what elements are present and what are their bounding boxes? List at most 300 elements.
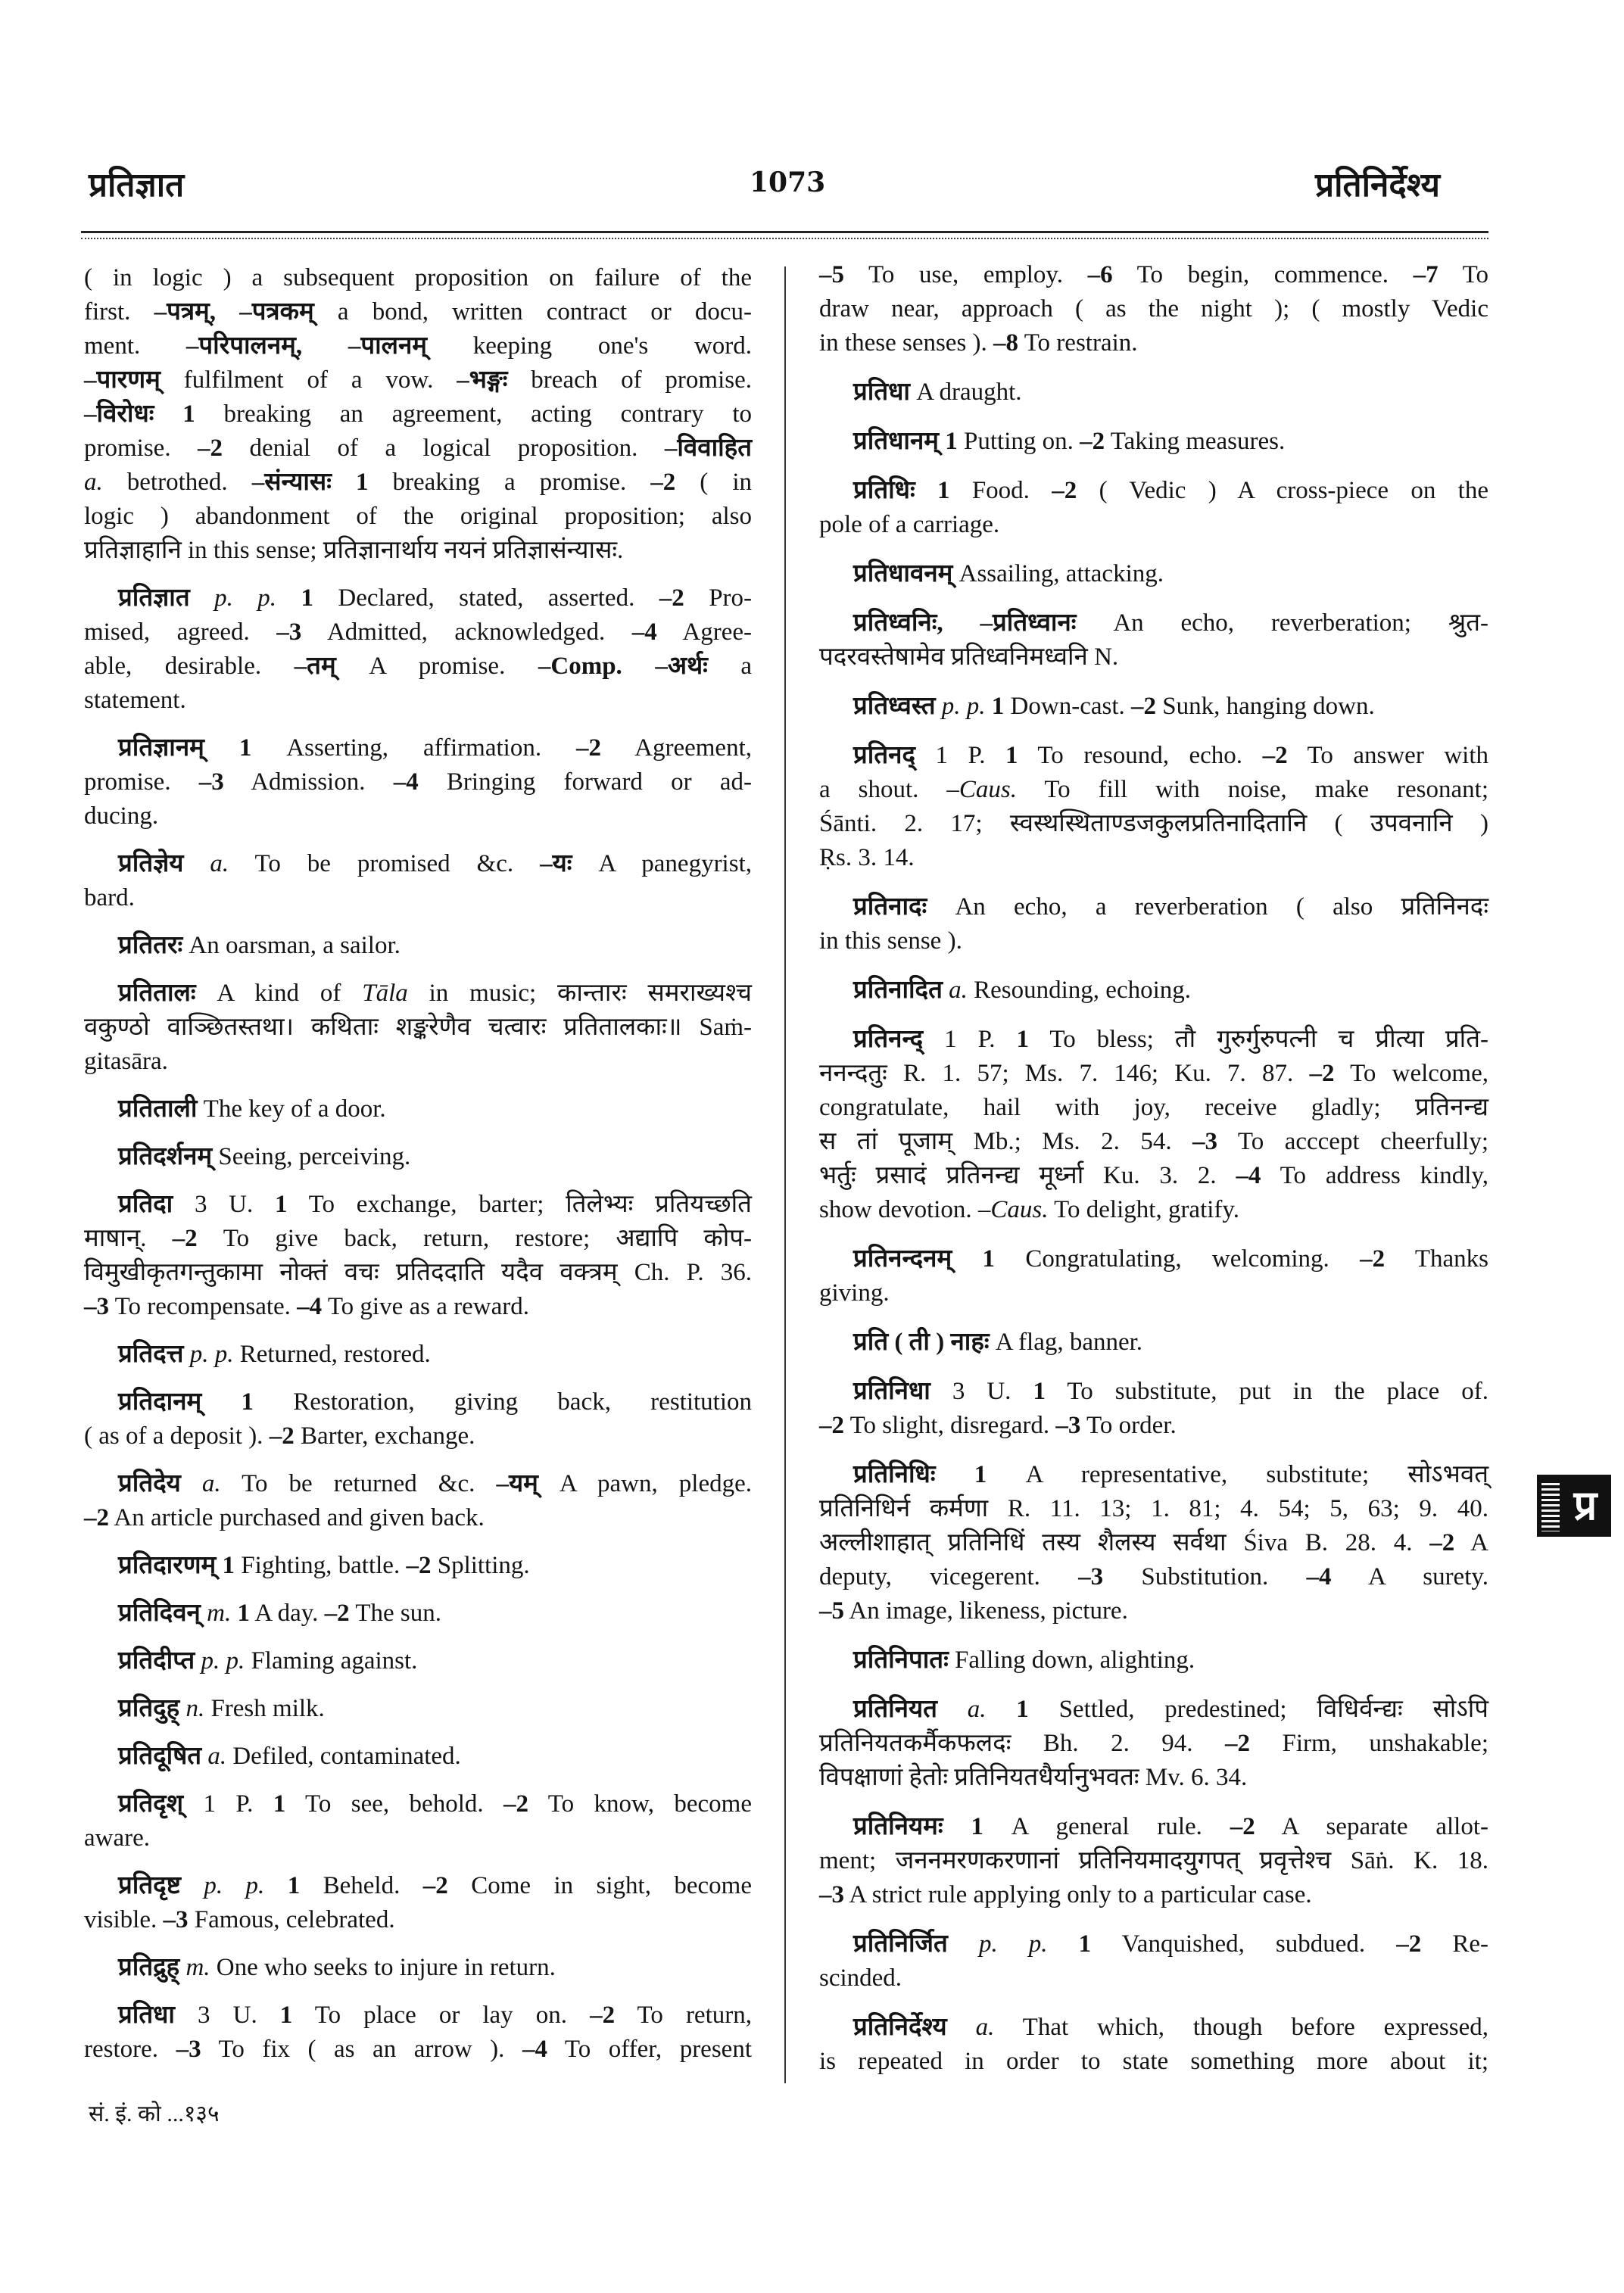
entry-line bbox=[84, 261, 752, 295]
plain-text: Famous, celebrated. bbox=[188, 1906, 395, 1933]
entry-line bbox=[84, 2033, 752, 2067]
left-column bbox=[84, 261, 752, 2067]
dictionary-entry bbox=[84, 1549, 752, 1583]
plain-text: To give as a reward. bbox=[322, 1293, 529, 1320]
plain-text: visible. bbox=[84, 1906, 164, 1933]
bold-text: –Comp. bbox=[538, 653, 622, 680]
thumb-tab-stripes bbox=[1541, 1480, 1560, 1531]
entry-continuation bbox=[84, 261, 752, 568]
entry-line bbox=[819, 508, 1488, 542]
plain-text bbox=[948, 1930, 979, 1958]
plain-text: in music; कान्तारः समराख्यश्च bbox=[407, 980, 753, 1007]
entry-line bbox=[84, 1903, 752, 1937]
entry-line bbox=[819, 974, 1488, 1008]
bold-text: 1 bbox=[1005, 742, 1018, 769]
plain-text: Settled, predestined; विधिर्वन्द्यः सोऽपि bbox=[1028, 1696, 1489, 1723]
plain-text: The sun. bbox=[349, 1600, 441, 1627]
entry-line bbox=[819, 1276, 1488, 1310]
plain-text: in this sense ). bbox=[819, 927, 962, 955]
plain-text: विमुखीकृतगन्तुकामा नोक्तं वचः प्रतिददाति यदैव वक्त्रम् Ch. P. 36. bbox=[84, 1259, 752, 1286]
italic-text: Tāla bbox=[362, 980, 408, 1007]
entry-line bbox=[819, 1643, 1488, 1678]
plain-text: ( as of a deposit ). bbox=[84, 1422, 270, 1450]
plain-text: Flaming against. bbox=[245, 1647, 418, 1675]
plain-text: Splitting. bbox=[431, 1552, 530, 1579]
headword: प्रतिज्ञानम् bbox=[118, 734, 204, 762]
entry-line bbox=[819, 1057, 1488, 1091]
entry-line bbox=[84, 1821, 752, 1855]
plain-text bbox=[952, 1245, 982, 1273]
bold-text: –2 bbox=[503, 1790, 529, 1818]
entry-line bbox=[84, 650, 752, 684]
plain-text: To fix ( as an arrow ). bbox=[201, 2036, 522, 2063]
entry-line bbox=[84, 1644, 752, 1678]
dictionary-entry bbox=[819, 890, 1488, 958]
dictionary-entry bbox=[819, 1643, 1488, 1678]
dictionary-entry bbox=[84, 1338, 752, 1372]
plain-text: breaking a promise. bbox=[368, 469, 651, 496]
bold-text: 1 bbox=[238, 734, 252, 762]
entry-line bbox=[84, 1222, 752, 1256]
bold-text: 1 bbox=[279, 2002, 293, 2029]
entry-line bbox=[819, 1560, 1488, 1594]
headword: प्रतिनिधा bbox=[853, 1378, 930, 1405]
plain-text: Assailing, attacking. bbox=[952, 560, 1164, 587]
header-rule bbox=[81, 231, 1488, 233]
plain-text: draw near, approach ( as the night ); ( mostly Vedic bbox=[819, 295, 1488, 322]
plain-text: a bond, written contract or docu- bbox=[313, 298, 752, 326]
plain-text: To resound, echo. bbox=[1018, 742, 1263, 769]
plain-text: पदरवस्तेषामेव प्रतिध्वनिमध्वनि N. bbox=[819, 643, 1119, 671]
plain-text: Re- bbox=[1421, 1930, 1489, 1958]
headword: प्रतिदृष्ट bbox=[118, 1872, 181, 1899]
bold-text: –2 bbox=[659, 584, 684, 612]
dictionary-entry bbox=[84, 1140, 752, 1174]
entry-line bbox=[819, 1810, 1488, 1844]
plain-text: a shout. bbox=[819, 776, 947, 803]
plain-text: 3 U. bbox=[173, 1191, 275, 1218]
plain-text: A separate allot- bbox=[1255, 1813, 1488, 1840]
bold-text: –4 bbox=[631, 618, 657, 646]
headword: प्रतिदानम् bbox=[118, 1388, 202, 1416]
plain-text: Vanquished, subdued. bbox=[1091, 1930, 1397, 1958]
entry-line bbox=[819, 1159, 1488, 1193]
bold-text: –4 bbox=[1306, 1563, 1332, 1590]
plain-text: To recompensate. bbox=[109, 1293, 298, 1320]
plain-text: Falling down, alighting. bbox=[948, 1647, 1195, 1674]
plain-text: aware. bbox=[84, 1824, 151, 1852]
plain-text: A pawn, pledge. bbox=[538, 1470, 752, 1497]
plain-text: Substitution. bbox=[1103, 1563, 1307, 1590]
entry-line bbox=[84, 1869, 752, 1903]
plain-text: restore. bbox=[84, 2036, 176, 2063]
entry-line bbox=[84, 765, 752, 799]
plain-text: To bbox=[1438, 261, 1489, 288]
plain-text: To fill with noise, make resonant; bbox=[1016, 776, 1488, 803]
plain-text bbox=[183, 850, 210, 877]
dictionary-entry bbox=[84, 977, 752, 1079]
entry-line bbox=[84, 1419, 752, 1453]
dictionary-entry bbox=[84, 1740, 752, 1774]
right-guide-word: प्रतिनिर्देश्य bbox=[1315, 167, 1440, 204]
entry-line bbox=[84, 581, 752, 615]
bold-text: 1 bbox=[991, 693, 1005, 720]
headword: प्रतिधा bbox=[853, 379, 910, 406]
headword: प्रतिदारणम् bbox=[118, 1552, 217, 1579]
headword: प्रतिध्वनिः, –प्रतिध्वानः bbox=[853, 609, 1077, 637]
plain-text bbox=[1048, 1930, 1079, 1958]
dictionary-entry bbox=[819, 606, 1488, 675]
entry-line bbox=[84, 431, 752, 466]
headword: प्रतिदुह् bbox=[118, 1695, 180, 1722]
entry-line bbox=[84, 1501, 752, 1535]
dictionary-entry bbox=[84, 929, 752, 963]
bold-text: –परिपालनम्, –पालनम् bbox=[185, 332, 428, 360]
plain-text: Thanks bbox=[1385, 1245, 1488, 1273]
plain-text: scinded. bbox=[819, 1964, 902, 1992]
plain-text: A flag, banner. bbox=[989, 1329, 1143, 1356]
entry-line bbox=[84, 1692, 752, 1726]
column-divider bbox=[784, 266, 786, 2083]
bold-text: –भङ्गः bbox=[457, 366, 508, 394]
headword: प्रतिध्वस्त bbox=[853, 693, 936, 720]
plain-text: To return, bbox=[615, 2002, 752, 2029]
plain-text: congratulate, hail with joy, receive gladly; प्रतिनन्द्य bbox=[819, 1094, 1488, 1121]
bold-text: –3 bbox=[1078, 1563, 1104, 1590]
entry-line bbox=[84, 684, 752, 718]
entry-line bbox=[819, 474, 1488, 508]
headword: प्रतितालः bbox=[118, 980, 196, 1007]
plain-text bbox=[943, 1813, 971, 1840]
plain-text: Agreement, bbox=[601, 734, 752, 762]
headword: प्रतिनिर्देश्य bbox=[853, 2014, 947, 2041]
plain-text bbox=[986, 693, 992, 720]
bold-text: 1 bbox=[222, 1552, 235, 1579]
dictionary-entry bbox=[819, 739, 1488, 875]
plain-text bbox=[622, 653, 656, 680]
entry-line bbox=[84, 1740, 752, 1774]
entry-line bbox=[819, 1409, 1488, 1443]
bold-text: –विवाहित bbox=[664, 435, 752, 462]
plain-text: A general rule. bbox=[983, 1813, 1230, 1840]
italic-text: a. bbox=[975, 2014, 995, 2041]
plain-text: gitasāra. bbox=[84, 1048, 168, 1075]
headword: प्रतिदृश् bbox=[118, 1790, 184, 1818]
entry-line bbox=[819, 425, 1488, 459]
dictionary-entry bbox=[819, 557, 1488, 591]
entry-line bbox=[84, 295, 752, 329]
plain-text: A panegyrist, bbox=[572, 850, 752, 877]
bold-text: –2 bbox=[198, 435, 223, 462]
dictionary-entry bbox=[84, 847, 752, 915]
plain-text: statement. bbox=[84, 687, 186, 714]
plain-text: A day. bbox=[249, 1600, 325, 1627]
plain-text: A surety. bbox=[1331, 1563, 1488, 1590]
entry-line bbox=[819, 1492, 1488, 1526]
headword: प्रतिताली bbox=[118, 1095, 198, 1123]
headword: प्रतिनादित bbox=[853, 977, 943, 1004]
bold-text: –4 bbox=[393, 768, 419, 796]
dictionary-entry bbox=[84, 1597, 752, 1631]
plain-text: 1 P. bbox=[183, 1790, 273, 1818]
right-column bbox=[819, 258, 1488, 2079]
headword: प्रतिनिर्जित bbox=[853, 1930, 948, 1958]
headword: प्रतितरः bbox=[118, 932, 183, 959]
bold-text: –संन्यासः 1 bbox=[251, 469, 369, 496]
dictionary-entry bbox=[819, 425, 1488, 459]
headword: प्रतिनन्दनम् bbox=[853, 1245, 952, 1273]
bold-text: –4 bbox=[522, 2036, 547, 2063]
bold-text: –2 bbox=[1396, 1930, 1422, 1958]
entry-line bbox=[84, 799, 752, 833]
entry-line bbox=[84, 1385, 752, 1419]
plain-text: Declared, stated, asserted. bbox=[313, 584, 659, 612]
bold-text: 1 bbox=[974, 1461, 987, 1488]
plain-text: promise. bbox=[84, 435, 198, 462]
plain-text: is repeated in order to state something more about it; bbox=[819, 2048, 1488, 2075]
plain-text: Congratulating, welcoming. bbox=[995, 1245, 1361, 1273]
dictionary-entry bbox=[84, 1467, 752, 1535]
entry-line bbox=[84, 977, 752, 1011]
italic-text: p. p. bbox=[978, 1930, 1048, 1958]
headword: प्रतिनियत bbox=[853, 1696, 937, 1723]
dictionary-entry bbox=[84, 1692, 752, 1726]
bold-text: –2 bbox=[1360, 1245, 1386, 1273]
plain-text: first. bbox=[84, 298, 154, 326]
plain-text bbox=[943, 977, 949, 1004]
plain-text: प्रतिनिधिर्न कर्मणा R. 11. 13; 1. 81; 4. 54; 5, 63; 9. 40. bbox=[819, 1495, 1488, 1522]
entry-line bbox=[819, 292, 1488, 326]
plain-text bbox=[204, 734, 239, 762]
plain-text: The key of a door. bbox=[197, 1095, 386, 1123]
bold-text: –8 bbox=[993, 329, 1019, 357]
plain-text bbox=[190, 584, 214, 612]
italic-text: a. bbox=[210, 850, 229, 877]
plain-text: To acccept cheerfully; bbox=[1217, 1128, 1488, 1155]
entry-line bbox=[84, 615, 752, 650]
plain-text: वकुण्ठो वाञ्छितस्तथा। कथिताः शङ्करेणैव चत्वारः प्रतितालकाः॥ Saṁ- bbox=[84, 1014, 752, 1041]
plain-text: To offer, present bbox=[547, 2036, 752, 2063]
plain-text: माषान्. bbox=[84, 1225, 173, 1252]
entry-line bbox=[819, 924, 1488, 958]
plain-text: Taking measures. bbox=[1105, 428, 1286, 455]
bold-text: –2 bbox=[819, 1412, 844, 1439]
entry-line bbox=[819, 1761, 1488, 1795]
plain-text: To delight, gratify. bbox=[1048, 1196, 1240, 1223]
plain-text: Returned, restored. bbox=[233, 1341, 431, 1368]
headword: प्रतिदेय bbox=[118, 1470, 181, 1497]
italic-text: p. p. bbox=[204, 1872, 265, 1899]
plain-text: mised, agreed. bbox=[84, 618, 277, 646]
bold-text: 1 bbox=[241, 1388, 254, 1416]
entry-line bbox=[84, 929, 752, 963]
dictionary-entry bbox=[84, 1869, 752, 1937]
dictionary-entry bbox=[819, 2011, 1488, 2079]
bold-text: 1 bbox=[237, 1600, 250, 1627]
plain-text: To answer with bbox=[1287, 742, 1489, 769]
entry-line bbox=[84, 397, 752, 431]
bold-text: –2 bbox=[1131, 693, 1157, 720]
plain-text: Putting on. bbox=[957, 428, 1080, 455]
headword: प्रतिदिवन् bbox=[118, 1600, 201, 1627]
bold-text: 1 bbox=[1033, 1378, 1046, 1405]
plain-text: in these senses ). bbox=[819, 329, 994, 357]
headword: प्रतिनादः bbox=[853, 893, 927, 921]
plain-text: able, desirable. bbox=[84, 653, 295, 680]
bold-text: 1 bbox=[982, 1245, 996, 1273]
entry-line bbox=[819, 557, 1488, 591]
bold-text: 1 bbox=[1016, 1026, 1029, 1053]
plain-text bbox=[201, 1388, 241, 1416]
dictionary-entry bbox=[84, 581, 752, 718]
dictionary-entry bbox=[84, 1644, 752, 1678]
headword: प्रतिदा bbox=[118, 1191, 173, 1218]
plain-text: Food. bbox=[949, 477, 1052, 504]
plain-text: Asserting, affirmation. bbox=[251, 734, 577, 762]
plain-text: An oarsman, a sailor. bbox=[182, 932, 401, 959]
italic-text: m. bbox=[207, 1600, 232, 1627]
plain-text: To slight, disregard. bbox=[844, 1412, 1056, 1439]
plain-text: To use, employ. bbox=[844, 261, 1088, 288]
bold-text: –2 bbox=[1429, 1529, 1455, 1556]
italic-text: a. bbox=[207, 1743, 227, 1770]
plain-text: To bless; तौ गुरुर्गुरुपत्नी च प्रीत्या प्रति- bbox=[1029, 1026, 1488, 1053]
plain-text bbox=[201, 1600, 207, 1627]
bold-text: –तम् bbox=[294, 653, 336, 680]
plain-text: A representative, substitute; सोऽभवत् bbox=[987, 1461, 1489, 1488]
plain-text: Admitted, acknowledged. bbox=[301, 618, 632, 646]
plain-text bbox=[181, 1470, 202, 1497]
plain-text: ment. bbox=[84, 332, 186, 360]
dictionary-entry bbox=[819, 1693, 1488, 1795]
plain-text bbox=[276, 584, 301, 612]
plain-text: ( in bbox=[675, 469, 752, 496]
dictionary-entry bbox=[819, 375, 1488, 410]
headword: प्रतिनियमः bbox=[853, 1813, 943, 1840]
bold-text: –2 bbox=[1052, 477, 1077, 504]
bold-text: –3 bbox=[1192, 1128, 1218, 1155]
plain-text bbox=[947, 2014, 976, 2041]
dictionary-entry bbox=[84, 1951, 752, 1985]
bold-text: –2 bbox=[590, 2002, 616, 2029]
headword: प्रतिद्रुह् bbox=[118, 1954, 180, 1981]
plain-text: breaking an agreement, acting contrary to bbox=[195, 400, 752, 428]
headword: प्रतिधावनम् bbox=[853, 560, 953, 587]
bold-text: –3 bbox=[1055, 1412, 1081, 1439]
dictionary-entry bbox=[819, 1242, 1488, 1310]
plain-text: To begin, commence. bbox=[1112, 261, 1414, 288]
italic-text: –Caus. bbox=[946, 776, 1017, 803]
plain-text: ( Vedic ) A cross-piece on the bbox=[1077, 477, 1488, 504]
plain-text: breach of promise. bbox=[507, 366, 752, 394]
entry-line bbox=[819, 1693, 1488, 1727]
plain-text bbox=[216, 1552, 222, 1579]
entry-line bbox=[819, 258, 1488, 292]
plain-text: To see, behold. bbox=[285, 1790, 504, 1818]
plain-text: 3 U. bbox=[174, 2002, 280, 2029]
signature-footer: सं. इं. को ...१३५ bbox=[89, 2101, 220, 2126]
bold-text: –यः bbox=[540, 850, 572, 877]
entry-line bbox=[84, 1140, 752, 1174]
bold-text: –2 bbox=[1230, 1813, 1255, 1840]
dictionary-entry bbox=[819, 974, 1488, 1008]
plain-text: Fighting, battle. bbox=[235, 1552, 407, 1579]
plain-text: To know, become bbox=[528, 1790, 752, 1818]
plain-text: A bbox=[1454, 1529, 1488, 1556]
plain-text: An echo, reverberation; श्रुत- bbox=[1076, 609, 1488, 637]
plain-text: 1 P. bbox=[915, 742, 1005, 769]
plain-text bbox=[936, 693, 942, 720]
entry-line bbox=[819, 690, 1488, 724]
bold-text: 1 bbox=[287, 1872, 301, 1899]
plain-text: Beheld. bbox=[300, 1872, 423, 1899]
bold-text: –2 bbox=[1262, 742, 1288, 769]
entry-line bbox=[84, 1338, 752, 1372]
entry-line bbox=[819, 640, 1488, 675]
bold-text: –3 bbox=[163, 1906, 189, 1933]
left-guide-word: प्रतिज्ञात bbox=[89, 167, 185, 204]
plain-text: To order. bbox=[1080, 1412, 1177, 1439]
italic-text: a. bbox=[201, 1470, 221, 1497]
entry-line bbox=[84, 1256, 752, 1290]
bold-text: 1 bbox=[937, 477, 950, 504]
plain-text: fulfilment of a vow. bbox=[160, 366, 457, 394]
plain-text: Resounding, echoing. bbox=[967, 977, 1192, 1004]
dictionary-entry bbox=[84, 1385, 752, 1453]
bold-text: –2 bbox=[1080, 428, 1105, 455]
plain-text: ननन्दतुः R. 1. 57; Ms. 7. 146; Ku. 7. 87. bbox=[819, 1060, 1310, 1087]
plain-text: ment; जननमरणकरणानां प्रतिनियमादयुगपत् प्रवृत्तेश्च Sāṅ. K. 18. bbox=[819, 1847, 1488, 1874]
italic-text: a. bbox=[967, 1696, 987, 1723]
bold-text: –2 bbox=[422, 1872, 448, 1899]
entry-line bbox=[84, 329, 752, 363]
headword: प्रतिनन्द् bbox=[853, 1026, 924, 1053]
entry-line bbox=[84, 1597, 752, 1631]
plain-text: Defiled, contaminated. bbox=[226, 1743, 461, 1770]
plain-text: keeping one's word. bbox=[427, 332, 753, 360]
dictionary-entry bbox=[819, 1326, 1488, 1360]
plain-text: pole of a carriage. bbox=[819, 511, 1000, 538]
entry-line bbox=[819, 1375, 1488, 1409]
bold-text: –2 bbox=[172, 1225, 198, 1252]
entry-line bbox=[84, 500, 752, 534]
bold-text: 1 bbox=[971, 1813, 983, 1840]
plain-text: प्रतिनियतकर्मैकफलदः Bh. 2. 94. bbox=[819, 1730, 1225, 1757]
entry-line bbox=[84, 1467, 752, 1501]
plain-text: Seeing, perceiving. bbox=[212, 1143, 411, 1170]
bold-text: 1 bbox=[274, 1191, 288, 1218]
plain-text: Fresh milk. bbox=[204, 1695, 325, 1722]
plain-text bbox=[987, 1696, 1017, 1723]
entry-line bbox=[819, 1242, 1488, 1276]
dictionary-entry bbox=[84, 731, 752, 833]
bold-text: 1 bbox=[1016, 1696, 1029, 1723]
thumb-index-tab bbox=[1537, 1475, 1611, 1537]
italic-text: p. p. bbox=[201, 1647, 245, 1675]
bold-text: –यम् bbox=[496, 1470, 538, 1497]
dictionary-entry bbox=[819, 690, 1488, 724]
plain-text: ( in logic ) a subsequent proposition on failure of the bbox=[84, 264, 752, 291]
plain-text: bard. bbox=[84, 884, 135, 911]
plain-text: That which, though before expressed, bbox=[994, 2014, 1488, 2041]
plain-text: A strict rule applying only to a particular case. bbox=[844, 1881, 1312, 1908]
plain-text bbox=[264, 1872, 287, 1899]
bold-text: 1 bbox=[301, 584, 313, 612]
plain-text: 1 P. bbox=[923, 1026, 1017, 1053]
headword: प्रतिदर्शनम् bbox=[118, 1143, 213, 1170]
plain-text: One who seeks to injure in return. bbox=[210, 1954, 556, 1981]
dictionary-entry bbox=[84, 1188, 752, 1324]
